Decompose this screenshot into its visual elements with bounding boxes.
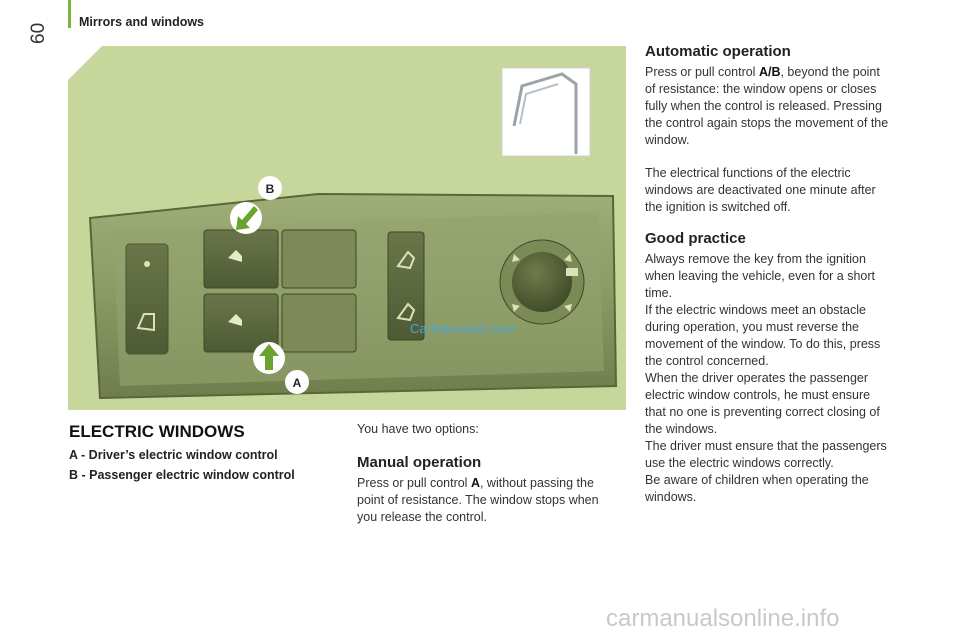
automatic-operation-heading: Automatic operation xyxy=(645,43,791,60)
text-segment: windows are deactivated one minute after xyxy=(645,183,876,197)
legend-b: B - Passenger electric window control xyxy=(69,468,295,482)
text-segment: of resistance: the window opens or closes xyxy=(645,82,877,96)
text-segment: , without passing the xyxy=(479,476,594,490)
control-letter: A/B xyxy=(758,65,781,79)
text-line xyxy=(357,492,625,509)
control-letter: A xyxy=(470,476,480,490)
text-line xyxy=(645,115,913,132)
label-b: B xyxy=(265,182,275,196)
text-line xyxy=(645,404,913,421)
page-title: ELECTRIC WINDOWS xyxy=(69,422,245,441)
text-line xyxy=(645,81,913,98)
text-segment: If the electric windows meet an obstacle xyxy=(645,303,866,317)
manual-operation-text xyxy=(357,475,625,526)
text-line xyxy=(645,489,913,506)
text-line xyxy=(645,165,913,182)
text-segment: The electrical functions of the electric xyxy=(645,166,851,180)
text-segment: the control again stops the movement of the xyxy=(645,116,889,130)
text-segment: use the electric windows correctly. xyxy=(645,456,834,470)
text-segment: When the driver operates the passenger xyxy=(645,371,869,385)
window-control-illustration xyxy=(68,46,626,410)
text-segment: the control concerned. xyxy=(645,354,769,368)
figure-watermark: CarManuals2.com xyxy=(410,321,516,336)
electrical-functions-text xyxy=(645,165,913,216)
text-segment: The driver must ensure that the passengers xyxy=(645,439,887,453)
control-panel-drawing xyxy=(68,46,626,410)
good-practice-heading: Good practice xyxy=(645,230,746,247)
text-segment: the windows. xyxy=(645,422,718,436)
text-segment: Press or pull control xyxy=(645,65,759,79)
text-line xyxy=(645,251,913,268)
manual-operation-heading: Manual operation xyxy=(357,454,482,471)
text-line xyxy=(645,336,913,353)
text-segment: that no one is preventing correct closing of xyxy=(645,405,880,419)
text-segment: Press or pull control xyxy=(357,476,471,490)
text-line xyxy=(357,475,625,492)
text-segment: movement of the window. To do this, press xyxy=(645,337,881,351)
text-segment: when leaving the vehicle, even for a short xyxy=(645,269,875,283)
text-line xyxy=(645,421,913,438)
text-segment: Always remove the key from the ignition xyxy=(645,252,866,266)
text-line xyxy=(645,64,913,81)
text-line xyxy=(645,182,913,199)
text-line xyxy=(645,302,913,319)
text-segment: time. xyxy=(645,286,673,300)
text-segment: during operation, you must reverse the xyxy=(645,320,860,334)
text-line xyxy=(645,438,913,455)
text-segment: fully when the control is released. Pressing xyxy=(645,99,882,113)
text-segment: the ignition is switched off. xyxy=(645,200,791,214)
footer-watermark: carmanualsonline.info xyxy=(606,605,840,632)
text-line xyxy=(645,472,913,489)
intro-text: You have two options: xyxy=(357,422,479,436)
text-line xyxy=(645,132,913,149)
text-line xyxy=(645,98,913,115)
text-segment: point of resistance. The window stops when xyxy=(357,493,599,507)
automatic-operation-text xyxy=(645,64,913,149)
text-segment: , beyond the point xyxy=(780,65,880,79)
label-a: A xyxy=(292,376,302,390)
text-segment: window. xyxy=(645,133,690,147)
text-line xyxy=(645,387,913,404)
text-segment: you release the control. xyxy=(357,510,487,524)
legend-a: A - Driver’s electric window control xyxy=(69,448,278,462)
good-practice-text xyxy=(645,251,913,506)
text-line xyxy=(645,370,913,387)
text-segment: windows. xyxy=(645,490,697,504)
mirror-knob xyxy=(512,252,572,312)
text-line xyxy=(645,285,913,302)
text-line xyxy=(645,199,913,216)
text-segment: electric window controls, he must ensure xyxy=(645,388,871,402)
page-number: 60 xyxy=(28,22,49,44)
lock-switch xyxy=(126,244,168,354)
text-line xyxy=(357,509,625,526)
text-segment: Be aware of children when operating the xyxy=(645,473,869,487)
text-line xyxy=(645,455,913,472)
section-title: Mirrors and windows xyxy=(79,15,205,29)
text-line xyxy=(645,268,913,285)
text-line xyxy=(645,319,913,336)
text-line xyxy=(645,353,913,370)
section-accent-bar xyxy=(68,0,71,28)
